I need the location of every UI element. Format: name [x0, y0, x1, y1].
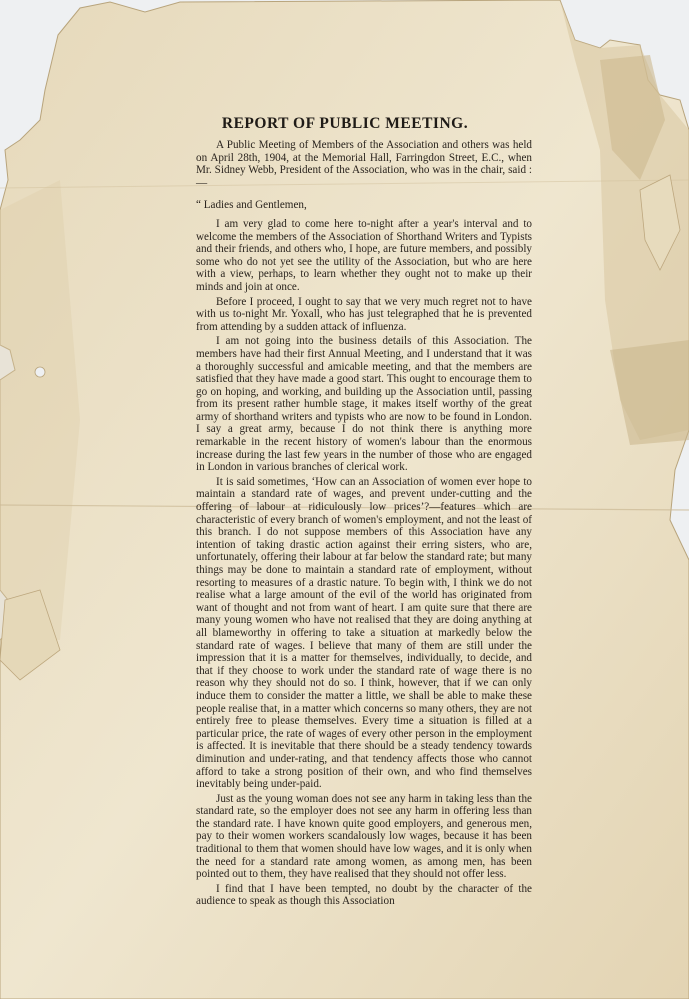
paragraph: Just as the young woman does not see any harm in taking less than the standard rate, so the employer does not see any harm in offering less than the standard rate. I have known quite good employers, and generous men, pay to their women workers scandalously low wages, because it has been traditional to them that women should have low wages, and it is only when the need for a standard rate among women, as among men, has been pointed out to them, they have realised that they should not offer less.: [196, 792, 532, 881]
paragraph: I am not going into the business details of this Association. The members have had their first Annual Meeting, and I understand that it was a thoroughly successful and amicable meeting, and that the members are satisfied that they have made a good start. This ought to encourage them to go on hoping, and working, and building up the Association until, passing from its present rather humble stage, it makes itself worthy of the great army of shorthand writers and typists who are now to be found in London. I say a great army, because I do not think there is anything more remarkable in the recent history of women's labour than the enormous increase during the last few years in the number of those who are engaged in London in various branches of clerical work.: [196, 335, 532, 474]
intro-paragraph: A Public Meeting of Members of the Association and others was held on April 28th, 1904, at the Memorial Hall, Farringdon Street, E.C., when Mr. Sidney Webb, President of the Association, who was in the chair, said :—: [196, 139, 532, 189]
page-title: REPORT OF PUBLIC MEETING.: [221, 115, 469, 132]
paragraph: I am very glad to come here to-night after a year's interval and to welcome the members of the Association of Shorthand Writers and Typists and their friends, and others who, I hope, are future members, and possibly some who do not yet see the utility of the Association, but who are here with a view, perhaps, to learn whether they ought not to make up their minds and join at once.: [196, 217, 532, 293]
cut-off-paragraph: I find that I have been tempted, no doubt by the character of the audience to speak as though this Association: [196, 882, 532, 908]
report-body: [196, 139, 532, 908]
paragraph: It is said sometimes, ‘How can an Association of women ever hope to maintain a standard rate of wages, and prevent under-cutting and the offering of labour at ridiculously low prices’?—features which are characteristic of every branch of women's employment, and not the least of this branch. I do not suppose members of this Association have any intention of taking drastic action against their erring sisters, who are, unfortunately, offering their labour at far below the standard rate; but many things may be done to maintain a standard rate of employment, without resorting to measures of a drastic nature. To begin with, I think we do not realise what a large amount of the evil of the world has originated from want of thought and not from want of heart. I am quite sure that there are many young women who have not realised that they are doing anything at all blameworthy in offering to take a situation at markedly below the standard rate of wages. I believe that many of them are still under the impression that it is a matter for themselves, individually, to decide, and that if they choose to work under the standard rate of wage there is no reason why they should not do so. I think, however, that if we can only induce them to consider the matter a little, we shall be able to make these people realise that, in a matter which concerns so many others, they are not entirely free to please themselves. Every time a situation is filled at a particular price, the rate of wages of every other person in the employment is affected. It is inevitable that there should be a steady tendency towards diminution and under-rating, and that tendency affects those who cannot afford to take a strong position of their own, and who find themselves inevitably being under-paid.: [196, 475, 532, 791]
salutation: “ Ladies and Gentlemen,: [196, 199, 307, 212]
paragraph: Before I proceed, I ought to say that we very much regret not to have with us to-night Mr. Yoxall, who has just telegraphed that he is prevented from attending by a sudden attack of influenza.: [196, 295, 532, 333]
